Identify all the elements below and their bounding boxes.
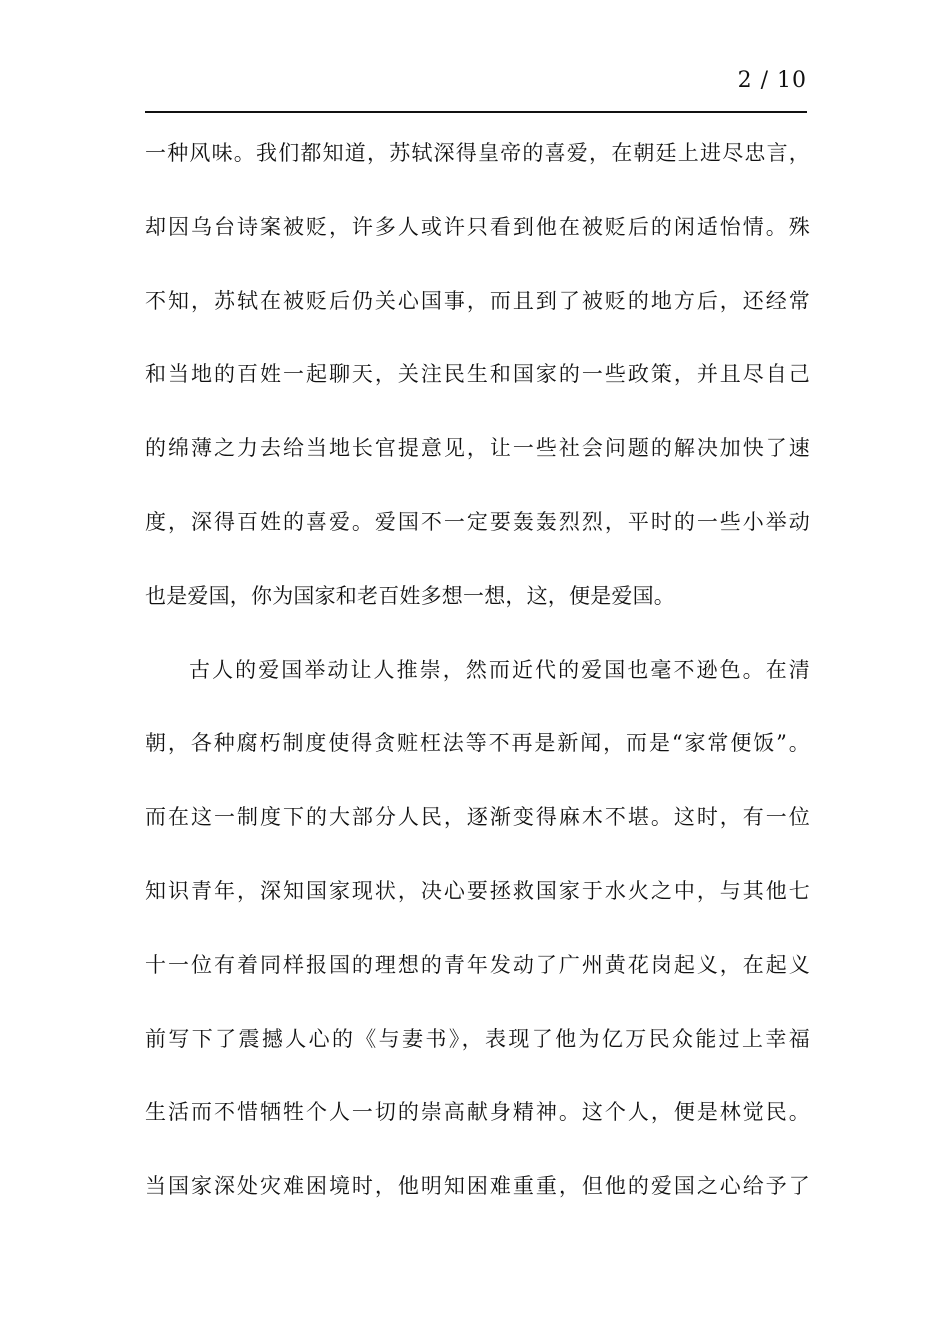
text-line: 朝，各种腐朽制度使得贪赃枉法等不再是新闻，而是“家常便饭”。 xyxy=(145,731,810,756)
text-line: 的绵薄之力去给当地长官提意见，让一些社会问题的解决加快了速 xyxy=(145,436,810,461)
text-line: 古人的爱国举动让人推崇，然而近代的爱国也毫不逊色。在清 xyxy=(189,657,810,682)
text-line: 也是爱国，你为国家和老百姓多想一想，这，便是爱国。 xyxy=(145,583,675,608)
text-line: 生活而不惜牺牲个人一切的崇高献身精神。这个人，便是林觉民。 xyxy=(145,1100,810,1125)
page-number: 2 / 10 xyxy=(737,68,807,93)
text-line: 却因乌台诗案被贬，许多人或许只看到他在被贬后的闲适怡情。殊 xyxy=(145,214,810,239)
text-line: 知识青年，深知国家现状，决心要拯救国家于水火之中，与其他七 xyxy=(145,878,810,903)
header-rule xyxy=(145,111,807,113)
text-line: 不知，苏轼在被贬后仍关心国事，而且到了被贬的地方后，还经常 xyxy=(145,288,810,313)
text-line: 和当地的百姓一起聊天，关注民生和国家的一些政策，并且尽自己 xyxy=(145,362,810,387)
text-line: 十一位有着同样报国的理想的青年发动了广州黄花岗起义，在起义 xyxy=(145,952,810,977)
text-line: 前写下了震撼人心的《与妻书》，表现了他为亿万民众能过上幸福 xyxy=(145,1026,810,1051)
body-text xyxy=(145,128,810,1235)
text-line: 度，深得百姓的喜爱。爱国不一定要轰轰烈烈，平时的一些小举动 xyxy=(145,509,810,534)
text-line: 一种风味。我们都知道，苏轼深得皇帝的喜爱，在朝廷上进尽忠言， xyxy=(145,141,810,165)
text-line: 当国家深处灾难困境时，他明知困难重重，但他的爱国之心给予了 xyxy=(145,1174,810,1199)
text-line: 而在这一制度下的大部分人民，逐渐变得麻木不堪。这时，有一位 xyxy=(145,805,810,830)
